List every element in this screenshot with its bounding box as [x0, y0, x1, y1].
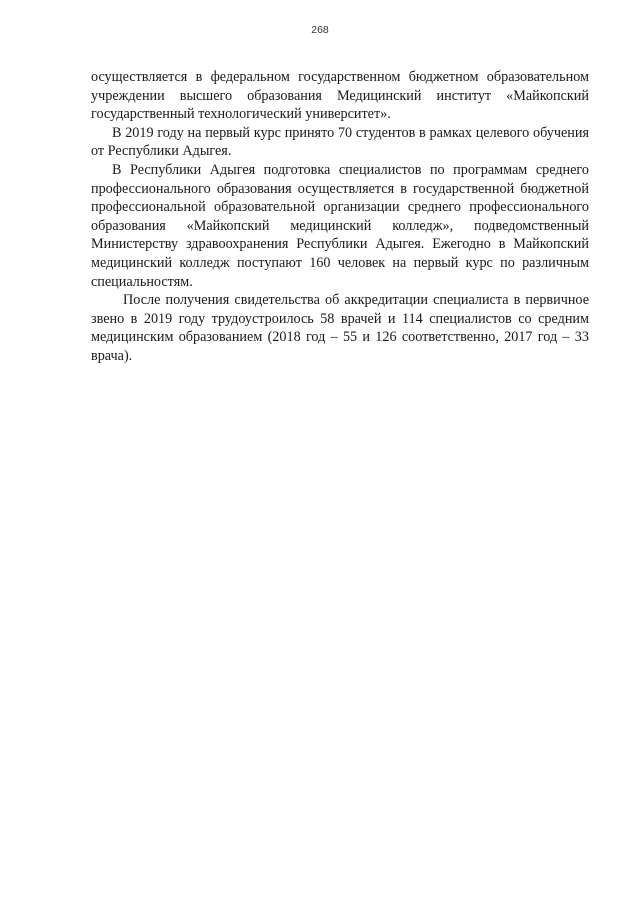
document-body: [91, 68, 589, 366]
paragraph-medical-college: В Республики Адыгея подготовка специалистов по программам среднего профессионального образования осуществляется в государственной бюджетной профессиональной образовательной организации среднего профессионального образования «Майкопский медицинский колледж», подведомственный Министерству здравоохранения Республики Адыгея. Ежегодно в Майкопский медицинский колледж поступают 160 человек на первый курс по различным специальностям.: [91, 161, 589, 290]
paragraph-admissions-2019: В 2019 году на первый курс принято 70 студентов в рамках целевого обучения от Республики Адыгея.: [91, 124, 589, 160]
paragraph-continuation: осуществляется в федеральном государственном бюджетном образовательном учреждении высшего образования Медицинский институт «Майкопский государственный технологический университет».: [91, 69, 589, 123]
paragraph-employment: После получения свидетельства об аккредитации специалиста в первичное звено в 2019 году трудоустроилось 58 врачей и 114 специалистов со средним медицинским образованием (2018 год – 55 и 126 соответственно, 2017 год – 33 врача).: [91, 292, 589, 364]
page-number: 268: [311, 24, 329, 36]
